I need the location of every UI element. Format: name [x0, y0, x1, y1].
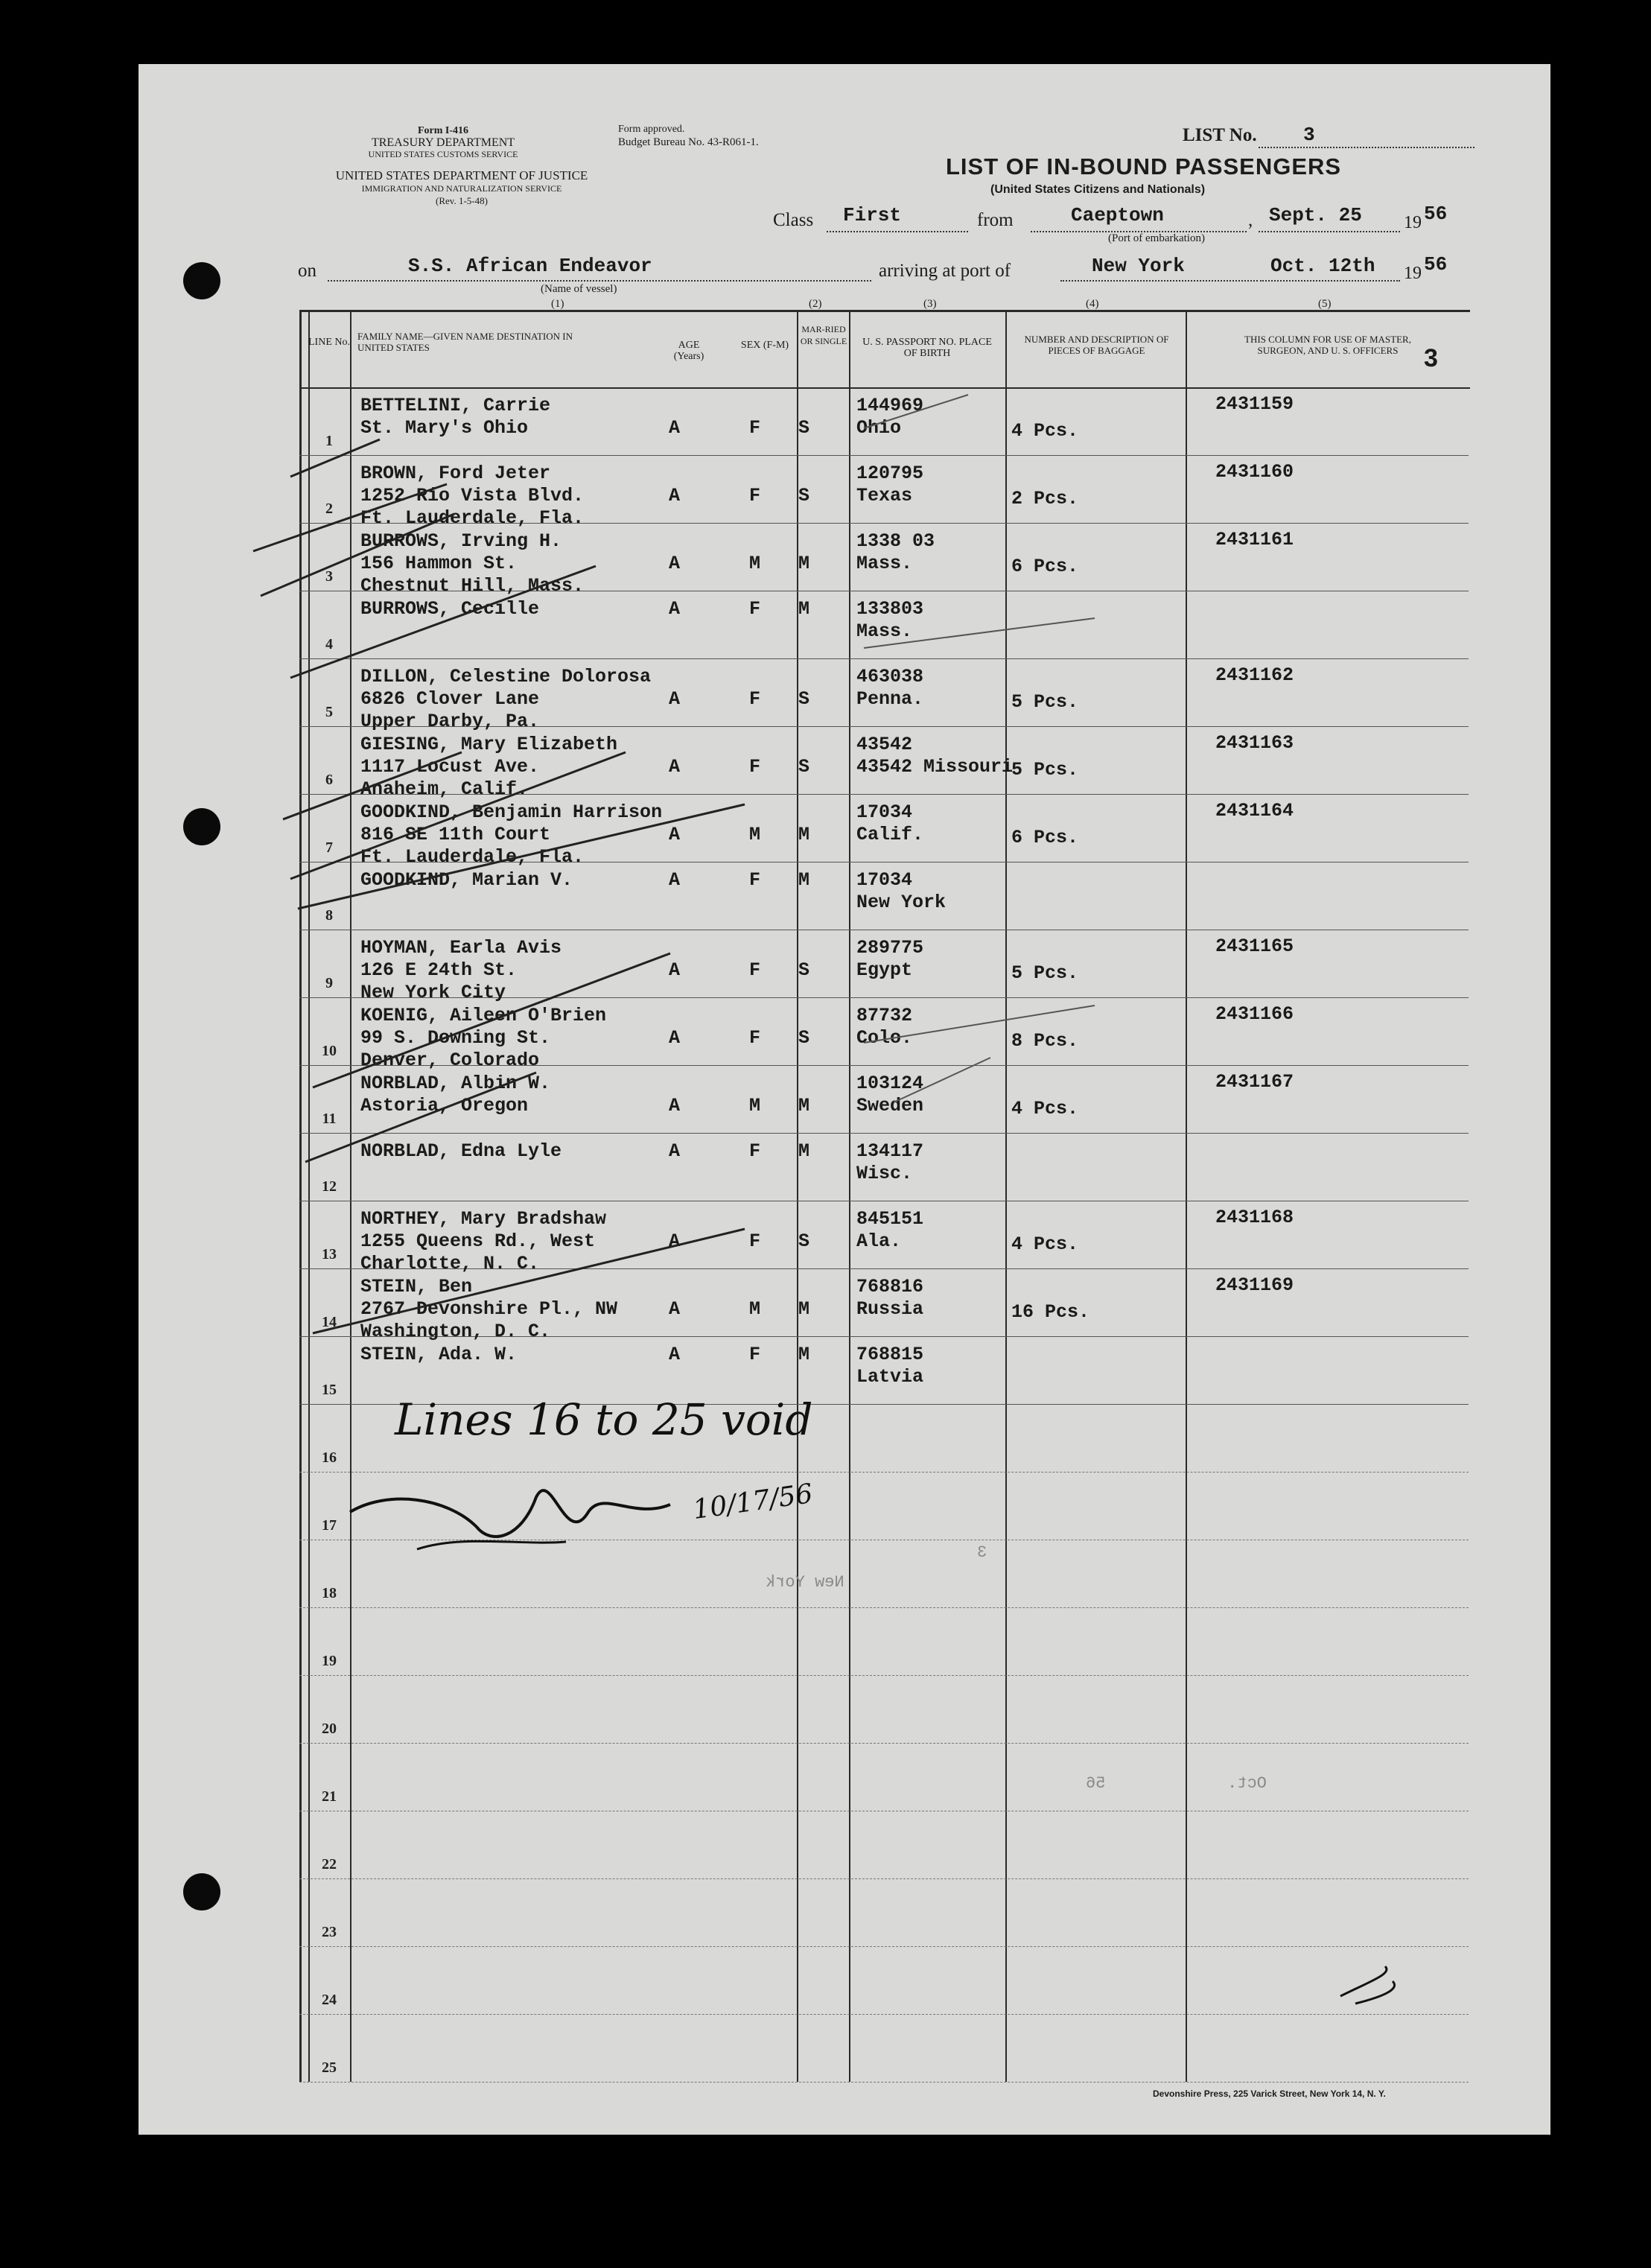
passenger-marital-status: S — [798, 1027, 810, 1049]
on-label: on — [298, 261, 316, 281]
passport-number: 120795 — [856, 463, 924, 484]
arriving-label: arriving at port of — [879, 261, 1011, 281]
arr-year-prefix: 19 — [1404, 264, 1422, 283]
passenger-age: A — [669, 869, 681, 891]
col-header-name: FAMILY NAME—GIVEN NAME DESTINATION IN UNITED STATES — [357, 331, 573, 353]
passenger-marital-status: S — [798, 688, 810, 710]
passenger-sex: M — [749, 824, 761, 845]
baggage-count: 6 Pcs. — [1011, 827, 1079, 848]
line-number: 22 — [322, 1856, 337, 1872]
line-number: 5 — [325, 704, 333, 720]
line-number: 13 — [322, 1246, 337, 1262]
passenger-destination: 1252 Rio Vista Blvd. — [360, 485, 585, 506]
vessel-note: (Name of vessel) — [541, 283, 617, 295]
class-label: Class — [773, 210, 814, 230]
passenger-destination: 1117 Locust Ave. — [360, 756, 540, 778]
passenger-age: A — [669, 1344, 681, 1365]
passenger-sex: F — [749, 959, 761, 981]
passenger-sex: F — [749, 1344, 761, 1365]
line-number: 9 — [325, 975, 333, 991]
port-embarkation-note: (Port of embarkation) — [1108, 232, 1205, 244]
place-of-birth: Russia — [856, 1298, 924, 1320]
passenger-destination: Ft. Lauderdale, Fla. — [360, 846, 585, 868]
passenger-destination: Washington, D. C. — [360, 1321, 551, 1342]
passenger-destination: 1255 Queens Rd., West — [360, 1230, 596, 1252]
customs-service: UNITED STATES CUSTOMS SERVICE — [368, 149, 518, 159]
baggage-count: 8 Pcs. — [1011, 1030, 1079, 1052]
class-value: First — [843, 204, 902, 226]
passenger-destination: 2767 Devonshire Pl., NW — [360, 1298, 618, 1320]
officer-number: 2431166 — [1215, 1003, 1294, 1025]
passenger-name: NORTHEY, Mary Bradshaw — [360, 1208, 607, 1230]
col-header-baggage: NUMBER AND DESCRIPTION OF PIECES OF BAGGAGE — [1024, 334, 1169, 356]
col-header-married: MAR-RIED OR SINGLE — [800, 324, 847, 346]
line-number: 24 — [322, 1992, 337, 2008]
bleed-through-list: 3 — [977, 1543, 987, 1562]
line-number: 16 — [322, 1449, 337, 1466]
arrival-date: Oct. 12th — [1270, 255, 1375, 277]
col-num-4: (4) — [1086, 298, 1099, 310]
list-no-value: 3 — [1303, 124, 1315, 146]
departure-year: 56 — [1424, 203, 1448, 225]
passenger-marital-status: M — [798, 1140, 810, 1162]
officer-number: 2431164 — [1215, 800, 1294, 822]
passenger-age: A — [669, 824, 681, 845]
handwritten-note: Lines 16 to 25 void — [395, 1394, 813, 1445]
baggage-count: 4 Pcs. — [1011, 1233, 1079, 1255]
line-number: 3 — [325, 568, 333, 585]
line-number: 1 — [325, 433, 333, 449]
passenger-sex: M — [749, 553, 761, 574]
passenger-marital-status: S — [798, 756, 810, 778]
arrival-year: 56 — [1424, 253, 1448, 276]
place-of-birth: Latvia — [856, 1366, 924, 1388]
passenger-name: KOENIG, Aileen O'Brien — [360, 1005, 607, 1026]
passenger-age: A — [669, 959, 681, 981]
passenger-sex: F — [749, 756, 761, 778]
passenger-destination: 99 S. Downing St. — [360, 1027, 551, 1049]
page-title: LIST OF IN-BOUND PASSENGERS — [946, 153, 1342, 180]
passenger-name: DILLON, Celestine Dolorosa — [360, 666, 652, 687]
passenger-name: STEIN, Ben — [360, 1276, 473, 1297]
col-header-line: LINE No. — [308, 337, 350, 348]
from-value: Caeptown — [1071, 204, 1164, 226]
passenger-marital-status: S — [798, 959, 810, 981]
passenger-age: A — [669, 1140, 681, 1162]
col-header-sex: SEX (F-M) — [740, 340, 789, 351]
line-number: 18 — [322, 1585, 337, 1601]
passport-number: 87732 — [856, 1005, 913, 1026]
passenger-sex: F — [749, 869, 761, 891]
passenger-marital-status: M — [798, 1298, 810, 1320]
passport-number: 768815 — [856, 1344, 924, 1365]
passport-number: 1338 03 — [856, 530, 935, 552]
passenger-age: A — [669, 553, 681, 574]
baggage-count: 5 Pcs. — [1011, 691, 1079, 713]
line-number: 21 — [322, 1788, 337, 1805]
line-number: 7 — [325, 839, 333, 856]
place-of-birth: New York — [856, 892, 947, 913]
place-of-birth: Egypt — [856, 959, 913, 981]
passenger-marital-status: M — [798, 1344, 810, 1365]
place-of-birth: Ohio — [856, 417, 902, 439]
passenger-destination: St. Mary's Ohio — [360, 417, 529, 439]
place-of-birth: Texas — [856, 485, 913, 506]
list-no-label: LIST No. — [1183, 125, 1257, 145]
from-label: from — [977, 210, 1014, 230]
handwritten-date: 10/17/56 — [690, 1478, 815, 1526]
line-number: 17 — [322, 1517, 337, 1534]
passenger-age: A — [669, 688, 681, 710]
passenger-name: GOODKIND, Marian V. — [360, 869, 573, 891]
form-number: Form I-416 — [417, 125, 469, 136]
passenger-destination: Ft. Lauderdale, Fla. — [360, 507, 585, 529]
baggage-count: 4 Pcs. — [1011, 420, 1079, 442]
passenger-marital-status: M — [798, 1095, 810, 1116]
passenger-sex: F — [749, 1027, 761, 1049]
passenger-sex: F — [749, 1230, 761, 1252]
passenger-age: A — [669, 1027, 681, 1049]
line-number: 23 — [322, 1924, 337, 1940]
baggage-count: 16 Pcs. — [1011, 1301, 1090, 1323]
passenger-marital-status: S — [798, 485, 810, 506]
passport-number: 768816 — [856, 1276, 924, 1297]
col-num-1: (1) — [551, 298, 564, 310]
passenger-marital-status: S — [798, 1230, 810, 1252]
col-header-officers: THIS COLUMN FOR USE OF MASTER, SURGEON, AND U. S. OFFICERS — [1244, 334, 1411, 356]
passenger-sex: M — [749, 1095, 761, 1116]
bleed-through-port: New York — [766, 1573, 844, 1592]
passenger-marital-status: S — [798, 417, 810, 439]
passenger-marital-status: M — [798, 869, 810, 891]
baggage-count: 5 Pcs. — [1011, 759, 1079, 781]
passenger-name: STEIN, Ada. W. — [360, 1344, 518, 1365]
arrival-port: New York — [1092, 255, 1185, 277]
passenger-sex: F — [749, 688, 761, 710]
baggage-count: 2 Pcs. — [1011, 488, 1079, 509]
officer-number: 2431163 — [1215, 732, 1294, 754]
place-of-birth: Colo. — [856, 1027, 913, 1049]
passenger-destination: Upper Darby, Pa. — [360, 711, 540, 732]
passenger-name: GOODKIND, Benjamin Harrison — [360, 801, 663, 823]
passenger-destination: 126 E 24th St. — [360, 959, 518, 981]
passenger-age: A — [669, 1230, 681, 1252]
line-number: 15 — [322, 1382, 337, 1398]
passenger-name: BROWN, Ford Jeter — [360, 463, 551, 484]
passenger-name: NORBLAD, Albin W. — [360, 1073, 551, 1094]
vessel-name: S.S. African Endeavor — [408, 255, 652, 277]
officer-number: 2431159 — [1215, 393, 1294, 415]
col-num-2: (2) — [809, 298, 822, 310]
passenger-sex: F — [749, 485, 761, 506]
justice-dept: UNITED STATES DEPARTMENT OF JUSTICE — [335, 168, 588, 182]
line-number: 2 — [325, 501, 333, 517]
passenger-sex: M — [749, 1298, 761, 1320]
passenger-sex: F — [749, 417, 761, 439]
baggage-count: 6 Pcs. — [1011, 556, 1079, 577]
place-of-birth: Calif. — [856, 824, 924, 845]
place-of-birth: Mass. — [856, 620, 913, 642]
passenger-destination: Astoria, Oregon — [360, 1095, 529, 1116]
passenger-marital-status: M — [798, 598, 810, 620]
passport-number: 463038 — [856, 666, 924, 687]
line-number: 11 — [322, 1111, 337, 1127]
col-header-passport: U. S. PASSPORT NO. PLACE OF BIRTH — [862, 337, 992, 359]
line-number: 6 — [325, 772, 333, 788]
line-number: 25 — [322, 2059, 337, 2076]
passenger-destination: Anaheim, Calif. — [360, 778, 529, 800]
dep-year-prefix: 19 — [1404, 213, 1422, 232]
passenger-age: A — [669, 417, 681, 439]
passenger-marital-status: M — [798, 824, 810, 845]
line-number: 14 — [322, 1314, 337, 1330]
passenger-destination: Denver, Colorado — [360, 1049, 540, 1071]
printer-footer: Devonshire Press, 225 Varick Street, New York 14, N. Y. — [1153, 2088, 1386, 2099]
passport-number: 17034 — [856, 869, 913, 891]
passenger-name: BETTELINI, Carrie — [360, 395, 551, 416]
bleed-through-month: Oct. — [1227, 1774, 1267, 1793]
passenger-age: A — [669, 485, 681, 506]
officer-number: 2431169 — [1215, 1274, 1294, 1296]
passenger-age: A — [669, 1095, 681, 1116]
passenger-name: BURROWS, Irving H. — [360, 530, 562, 552]
place-of-birth: Ala. — [856, 1230, 902, 1252]
passenger-age: A — [669, 598, 681, 620]
passenger-destination: Charlotte, N. C. — [360, 1253, 540, 1274]
passenger-name: GIESING, Mary Elizabeth — [360, 734, 618, 755]
officer-number: 2431167 — [1215, 1071, 1294, 1093]
passport-number: 43542 — [856, 734, 913, 755]
passenger-name: BURROWS, Cecille — [360, 598, 540, 620]
passenger-sex: F — [749, 598, 761, 620]
officers-column-mark: 3 — [1424, 344, 1438, 372]
passenger-sex: F — [749, 1140, 761, 1162]
passport-number: 845151 — [856, 1208, 924, 1230]
page-subtitle: (United States Citizens and Nationals) — [990, 183, 1206, 196]
passenger-destination: Chestnut Hill, Mass. — [360, 575, 585, 597]
line-number: 20 — [322, 1721, 337, 1737]
place-of-birth: 43542 Missouri — [856, 756, 1014, 778]
passenger-destination: New York City — [360, 982, 506, 1003]
passport-number: 144969 — [856, 395, 924, 416]
departure-date: Sept. 25 — [1269, 204, 1362, 226]
place-of-birth: Wisc. — [856, 1163, 913, 1184]
officer-number: 2431161 — [1215, 529, 1294, 550]
passenger-name: HOYMAN, Earla Avis — [360, 937, 562, 959]
line-number: 4 — [325, 636, 333, 652]
baggage-count: 4 Pcs. — [1011, 1098, 1079, 1119]
passenger-destination: 6826 Clover Lane — [360, 688, 540, 710]
officer-number: 2431168 — [1215, 1207, 1294, 1228]
form-approved: Form approved. — [618, 124, 685, 135]
place-of-birth: Mass. — [856, 553, 913, 574]
officer-number: 2431160 — [1215, 461, 1294, 483]
passenger-destination: 156 Hammon St. — [360, 553, 518, 574]
passport-number: 289775 — [856, 937, 924, 959]
officer-number: 2431165 — [1215, 936, 1294, 957]
passenger-age: A — [669, 1298, 681, 1320]
passenger-marital-status: M — [798, 553, 810, 574]
passport-number: 103124 — [856, 1073, 924, 1094]
bleed-through-year: 56 — [1086, 1774, 1106, 1793]
line-number: 8 — [325, 907, 333, 924]
col-header-age: AGE (Years) — [673, 340, 704, 362]
col-num-5: (5) — [1318, 298, 1332, 310]
passenger-name: NORBLAD, Edna Lyle — [360, 1140, 562, 1162]
place-of-birth: Sweden — [856, 1095, 924, 1116]
line-number: 19 — [322, 1653, 337, 1669]
line-number: 12 — [322, 1178, 337, 1195]
passport-number: 17034 — [856, 801, 913, 823]
ins-service: IMMIGRATION AND NATURALIZATION SERVICE — [361, 183, 562, 194]
baggage-count: 5 Pcs. — [1011, 962, 1079, 984]
line-number: 10 — [322, 1043, 337, 1059]
officer-number: 2431162 — [1215, 664, 1294, 686]
place-of-birth: Penna. — [856, 688, 924, 710]
passport-number: 133803 — [856, 598, 924, 620]
budget-bureau: Budget Bureau No. 43-R061-1. — [618, 136, 759, 148]
treasury-dept: TREASURY DEPARTMENT — [371, 136, 515, 149]
passenger-destination: 816 SE 11th Court — [360, 824, 551, 845]
col-num-3: (3) — [923, 298, 937, 310]
passport-number: 134117 — [856, 1140, 924, 1162]
passenger-age: A — [669, 756, 681, 778]
revision: (Rev. 1-5-48) — [436, 195, 488, 206]
